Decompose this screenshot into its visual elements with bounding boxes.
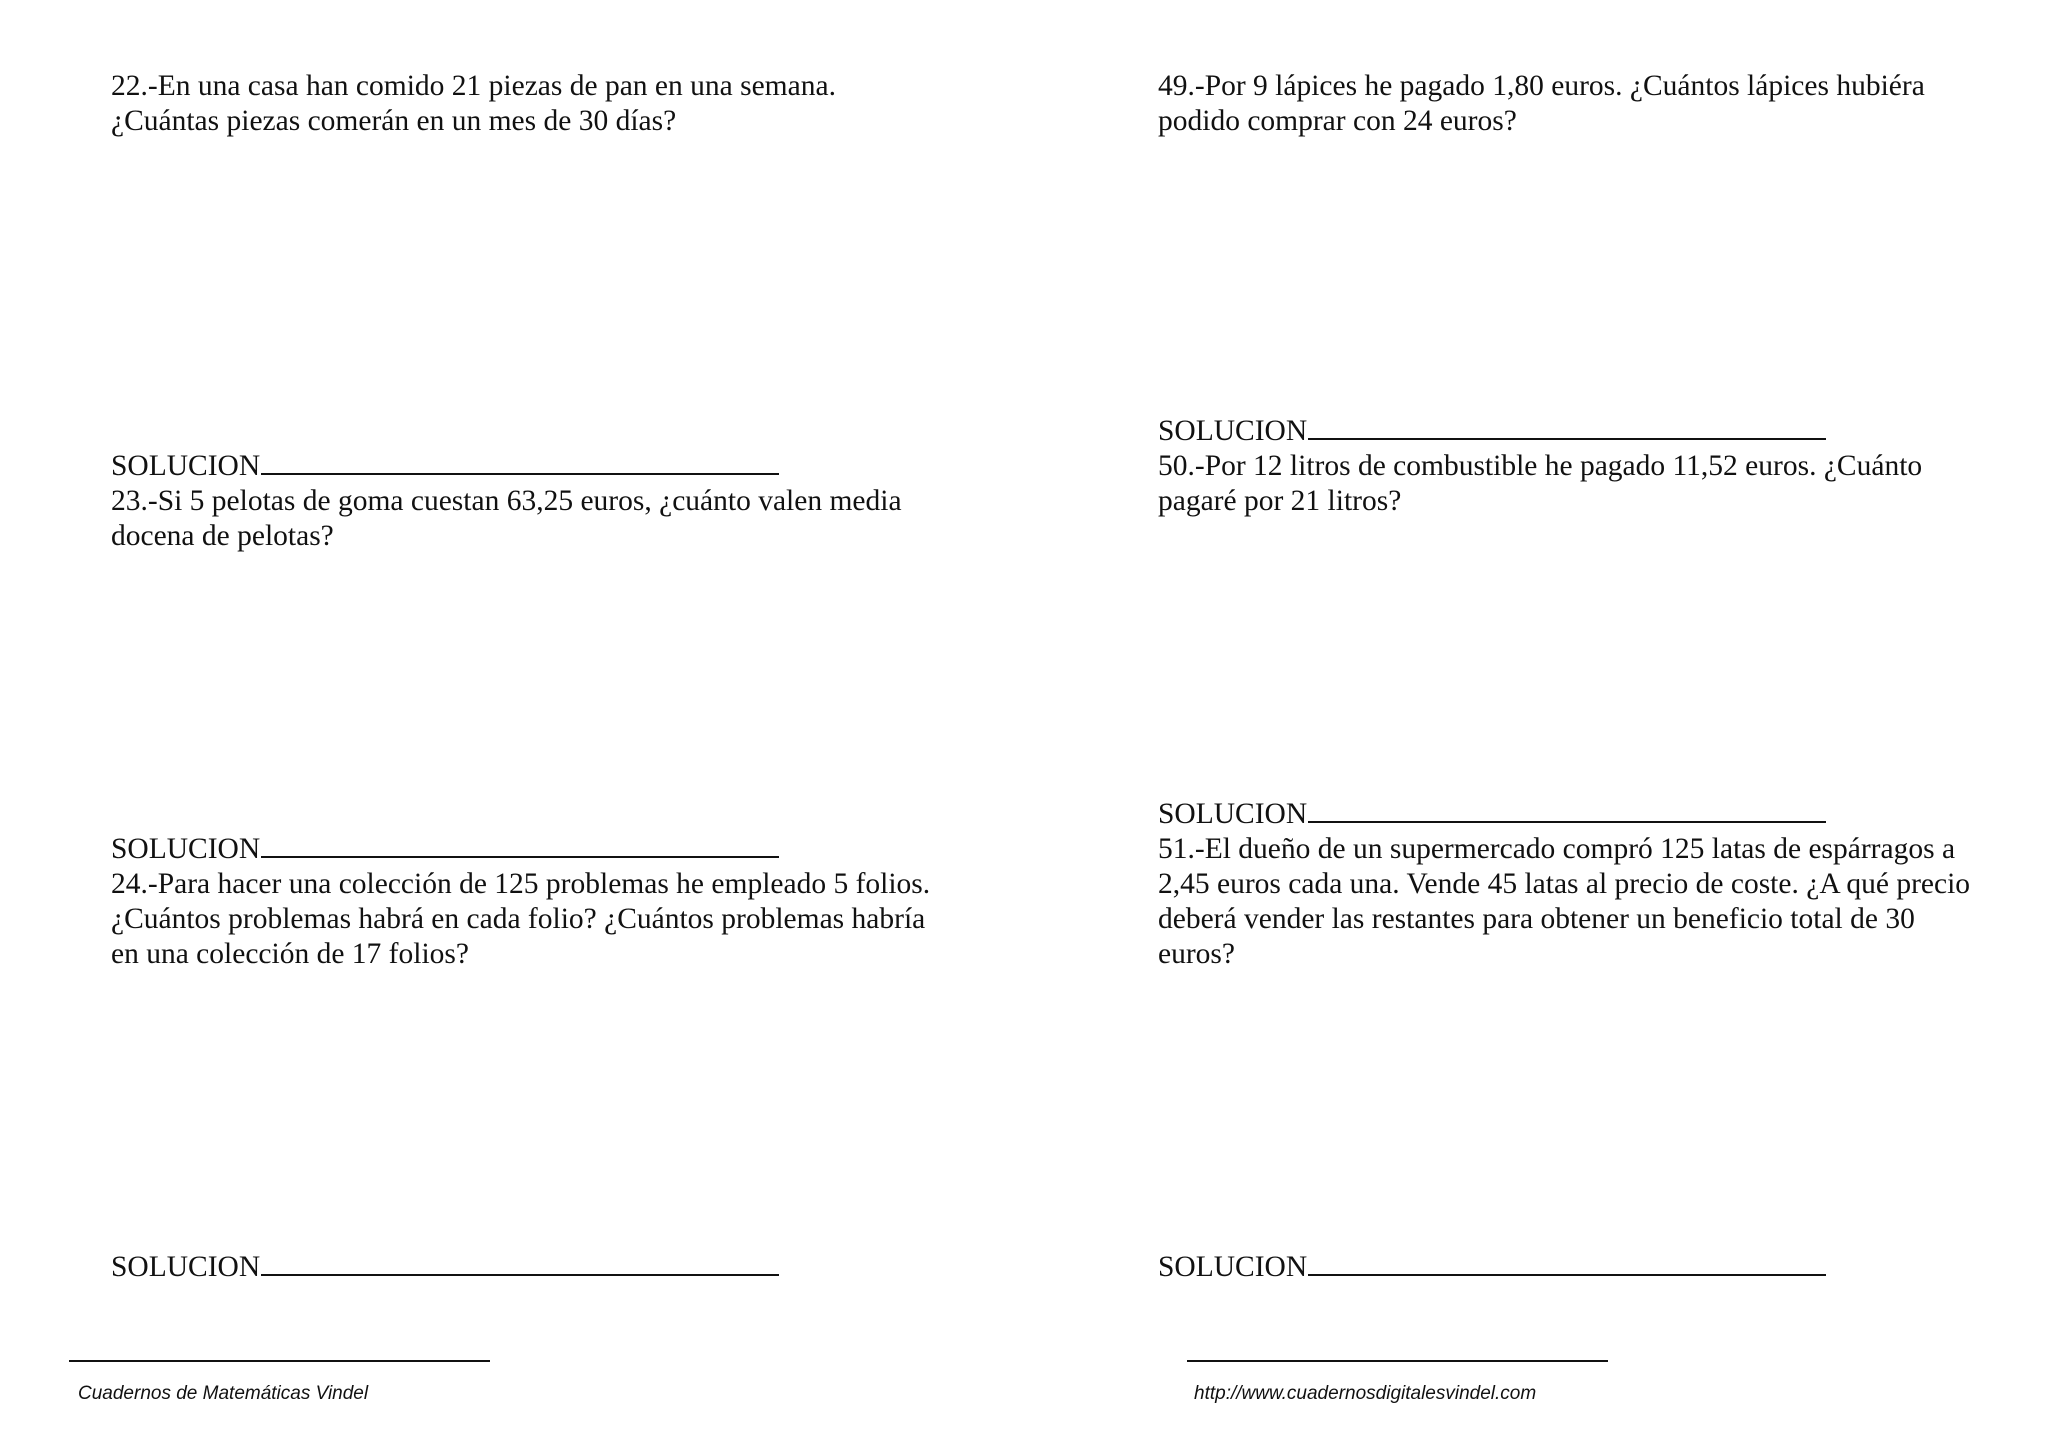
answer-line[interactable] bbox=[1308, 1274, 1826, 1276]
problem-51-solution bbox=[1158, 1250, 1826, 1285]
solution-label: SOLUCION bbox=[111, 450, 261, 482]
problem-51-line-3: deberá vender las restantes para obtener un beneficio total de 30 bbox=[1158, 903, 1915, 935]
footer-divider-right bbox=[1187, 1360, 1608, 1362]
problem-22-line-2: ¿Cuántas piezas comerán en un mes de 30 días? bbox=[111, 105, 677, 137]
problem-23-solution bbox=[111, 832, 779, 867]
footer-url-link[interactable]: http://www.cuadernosdigitalesvindel.com bbox=[1194, 1383, 1537, 1404]
problem-23-line-1: 23.-Si 5 pelotas de goma cuestan 63,25 euros, ¿cuánto valen media bbox=[111, 485, 902, 517]
problem-22-solution bbox=[111, 449, 779, 484]
problem-51-line-4: euros? bbox=[1158, 938, 1235, 970]
problem-51-line-1: 51.-El dueño de un supermercado compró 125 latas de espárragos a bbox=[1158, 833, 1956, 865]
problem-49-solution bbox=[1158, 414, 1826, 449]
problem-50-line-1: 50.-Por 12 litros de combustible he pagado 11,52 euros. ¿Cuánto bbox=[1158, 450, 1923, 482]
problem-24-line-2: ¿Cuántos problemas habrá en cada folio? ¿Cuántos problemas habría bbox=[111, 903, 926, 935]
solution-label: SOLUCION bbox=[111, 833, 261, 865]
problem-24-solution bbox=[111, 1250, 779, 1285]
footer-publisher: Cuadernos de Matemáticas Vindel bbox=[78, 1383, 369, 1404]
answer-line[interactable] bbox=[261, 856, 779, 858]
answer-line[interactable] bbox=[261, 473, 779, 475]
solution-label: SOLUCION bbox=[1158, 798, 1308, 830]
answer-line[interactable] bbox=[1308, 821, 1826, 823]
problem-49-line-2: podido comprar con 24 euros? bbox=[1158, 105, 1517, 137]
problem-22-line-1: 22.-En una casa han comido 21 piezas de pan en una semana. bbox=[111, 70, 836, 102]
problem-24-line-1: 24.-Para hacer una colección de 125 problemas he empleado 5 folios. bbox=[111, 868, 931, 900]
problem-50-solution bbox=[1158, 797, 1826, 832]
footer-divider-left bbox=[69, 1360, 490, 1362]
problem-50-line-2: pagaré por 21 litros? bbox=[1158, 485, 1402, 517]
answer-line[interactable] bbox=[1308, 438, 1826, 440]
answer-line[interactable] bbox=[261, 1274, 779, 1276]
problem-24-line-3: en una colección de 17 folios? bbox=[111, 938, 469, 970]
problem-49-line-1: 49.-Por 9 lápices he pagado 1,80 euros. ¿Cuántos lápices hubiéra bbox=[1158, 70, 1925, 102]
solution-label: SOLUCION bbox=[1158, 1251, 1308, 1283]
problem-23-line-2: docena de pelotas? bbox=[111, 520, 334, 552]
solution-label: SOLUCION bbox=[111, 1251, 261, 1283]
problem-51-line-2: 2,45 euros cada una. Vende 45 latas al precio de coste. ¿A qué precio bbox=[1158, 868, 1971, 900]
solution-label: SOLUCION bbox=[1158, 415, 1308, 447]
